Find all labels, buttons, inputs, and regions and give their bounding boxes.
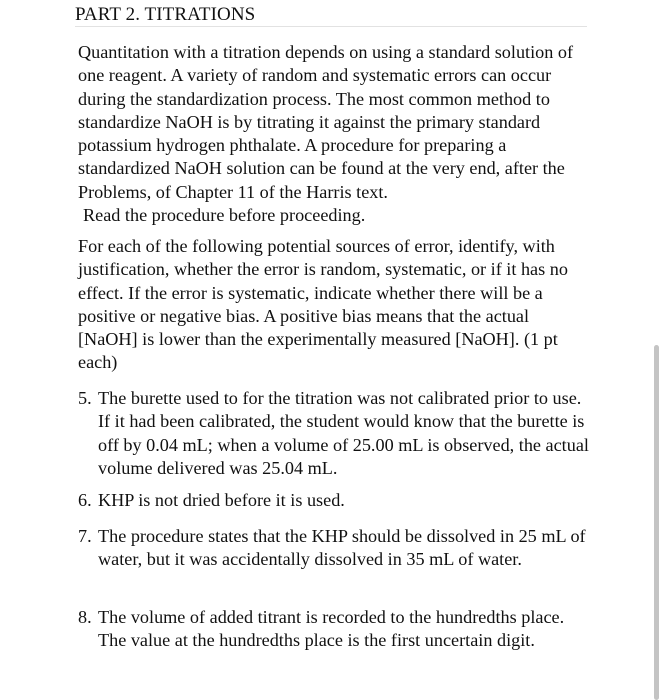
question-text: The procedure states that the KHP should be dissolved in 25 mL of water, but it was accidentally dissolved in 35 mL of water. [98, 526, 586, 570]
vertical-scrollbar[interactable] [654, 345, 659, 700]
question-number: 5. [78, 388, 92, 408]
question-text: The burette used to for the titration was not calibrated prior to use. If it had been calibrated, the student would know that the burette is off by 0.04 mL; when a volume of 25.00 mL is observed, the actual volume delivered was 25.04 mL. [98, 388, 589, 478]
question-item [78, 387, 590, 480]
question-item [78, 606, 590, 653]
heading-divider [75, 26, 587, 27]
question-number: 8. [78, 607, 92, 627]
question-item [78, 489, 590, 512]
intro-text: Quantitation with a titration depends on using a standard solution of one reagent. A variety of random and systematic errors can occur during the standardization process. The most common method to standardize NaOH is by titrating it against the primary standard potassium hydrogen phthalate. A procedure for preparing a standardized NaOH solution can be found at the very end, after the Problems, of Chapter 11 of the Harris text. [78, 42, 574, 202]
intro-paragraph [78, 41, 588, 227]
question-item [78, 525, 590, 572]
question-number: 6. [78, 490, 92, 510]
question-number: 7. [78, 526, 92, 546]
section-heading: PART 2. TITRATIONS [75, 4, 256, 25]
instructions-paragraph: For each of the following potential sources of error, identify, with justification, whether the error is random, systematic, or if it has no effect. If the error is systematic, indicate whether there will be a positive or negative bias. A positive bias means that the actual [NaOH] is lower than the experimentally measured [NaOH]. (1 pt each) [78, 236, 568, 373]
intro-last-line: Read the procedure before proceeding. [83, 205, 366, 226]
question-text: KHP is not dried before it is used. [98, 490, 345, 510]
question-text: The volume of added titrant is recorded to the hundredths place. The value at the hundredths place is the first uncertain digit. [98, 607, 565, 651]
